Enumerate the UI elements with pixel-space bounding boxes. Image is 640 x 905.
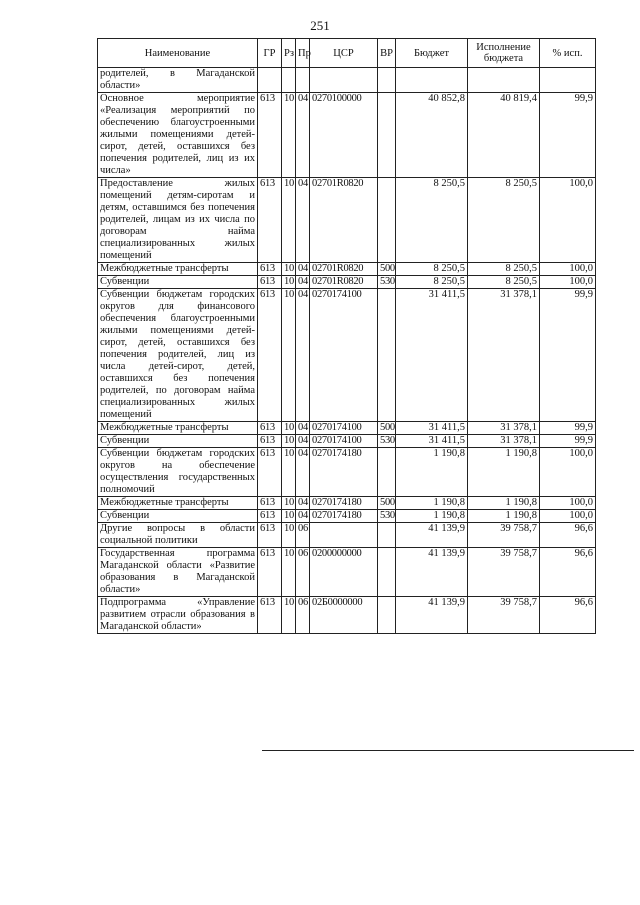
header-vr: ВР (378, 39, 396, 68)
table-row (98, 548, 596, 597)
cell-vr: 500 (378, 422, 396, 435)
cell-csr: 0200000000 (310, 548, 378, 597)
cell-rz: 10 (282, 289, 296, 422)
cell-gr: 613 (258, 178, 282, 263)
cell-budget: 41 139,9 (396, 523, 468, 548)
cell-gr: 613 (258, 548, 282, 597)
cell-gr: 613 (258, 289, 282, 422)
cell-budget: 41 139,9 (396, 548, 468, 597)
cell-pr: 04 (296, 422, 310, 435)
cell-name: Предоставление жилых помещений детям-сиротам и детям, оставшимся без попечения родителей, лицам из их числа по договорам найма специализированных жилых помещений (98, 178, 258, 263)
cell-pct: 96,6 (540, 597, 596, 634)
cell-gr: 613 (258, 497, 282, 510)
cell-name: Межбюджетные трансферты (98, 497, 258, 510)
cell-pr: 04 (296, 276, 310, 289)
cell-budget: 40 852,8 (396, 93, 468, 178)
cell-gr (258, 68, 282, 93)
cell-pct: 96,6 (540, 523, 596, 548)
cell-rz: 10 (282, 263, 296, 276)
table-row (98, 276, 596, 289)
cell-execution (468, 68, 540, 93)
cell-gr: 613 (258, 523, 282, 548)
cell-pct: 99,9 (540, 435, 596, 448)
cell-pr: 06 (296, 523, 310, 548)
cell-csr: 02Б0000000 (310, 597, 378, 634)
cell-rz: 10 (282, 93, 296, 178)
cell-pct: 99,9 (540, 93, 596, 178)
cell-csr: 0270174100 (310, 435, 378, 448)
cell-vr (378, 523, 396, 548)
cell-execution: 39 758,7 (468, 597, 540, 634)
table-row (98, 289, 596, 422)
cell-rz: 10 (282, 448, 296, 497)
cell-pr: 06 (296, 597, 310, 634)
cell-csr (310, 523, 378, 548)
budget-table (97, 38, 596, 634)
bottom-rule (262, 750, 634, 751)
cell-name: Субвенции бюджетам городских округов на обеспечение осуществления государственных полномочий (98, 448, 258, 497)
cell-pr (296, 68, 310, 93)
cell-pct: 99,9 (540, 289, 596, 422)
cell-pr: 04 (296, 497, 310, 510)
cell-rz: 10 (282, 523, 296, 548)
cell-pr: 04 (296, 448, 310, 497)
cell-vr: 530 (378, 510, 396, 523)
cell-budget: 1 190,8 (396, 510, 468, 523)
cell-execution: 31 378,1 (468, 422, 540, 435)
cell-pr: 04 (296, 435, 310, 448)
cell-csr: 0270174100 (310, 289, 378, 422)
cell-vr: 530 (378, 276, 396, 289)
cell-rz: 10 (282, 548, 296, 597)
cell-pct (540, 68, 596, 93)
cell-budget: 31 411,5 (396, 435, 468, 448)
cell-execution: 40 819,4 (468, 93, 540, 178)
cell-csr: 0270174180 (310, 497, 378, 510)
cell-execution: 39 758,7 (468, 523, 540, 548)
cell-csr: 0270174100 (310, 422, 378, 435)
cell-execution: 39 758,7 (468, 548, 540, 597)
cell-budget: 31 411,5 (396, 422, 468, 435)
table-row (98, 422, 596, 435)
cell-name: Основное мероприятие «Реализация мероприятий по обеспечению благоустроенными жилыми помещениями детей-сирот, детей, оставшихся без попечения родителей, лиц из их числа» (98, 93, 258, 178)
cell-pct: 100,0 (540, 263, 596, 276)
table-row (98, 523, 596, 548)
cell-csr: 02701R0820 (310, 263, 378, 276)
cell-vr (378, 178, 396, 263)
header-csr: ЦСР (310, 39, 378, 68)
cell-execution: 1 190,8 (468, 497, 540, 510)
cell-budget: 1 190,8 (396, 448, 468, 497)
header-pct: % исп. (540, 39, 596, 68)
cell-csr: 0270174180 (310, 448, 378, 497)
table-row (98, 93, 596, 178)
table-row (98, 263, 596, 276)
cell-name: Субвенции бюджетам городских округов для финансового обеспечения благоустроенными жилыми помещениями детей-сирот, детей, оставшихся без попечения родителей, лиц из числа детей-сирот, детей, оставшихся без попечения родителей, по договорам найма специализированных жилых помещений (98, 289, 258, 422)
table-row (98, 497, 596, 510)
table-row (98, 448, 596, 497)
cell-budget: 1 190,8 (396, 497, 468, 510)
table-row (98, 597, 596, 634)
cell-name: Государственная программа Магаданской области «Развитие образования в Магаданской области» (98, 548, 258, 597)
cell-pct: 96,6 (540, 548, 596, 597)
cell-csr: 0270174180 (310, 510, 378, 523)
header-gr: ГР (258, 39, 282, 68)
cell-name: Межбюджетные трансферты (98, 422, 258, 435)
cell-pr: 04 (296, 93, 310, 178)
cell-pr: 04 (296, 178, 310, 263)
cell-pr: 06 (296, 548, 310, 597)
header-rz: Рз (282, 39, 296, 68)
table-row (98, 178, 596, 263)
table-row (98, 68, 596, 93)
cell-vr (378, 289, 396, 422)
table-row (98, 435, 596, 448)
cell-vr (378, 68, 396, 93)
cell-execution: 31 378,1 (468, 435, 540, 448)
cell-gr: 613 (258, 448, 282, 497)
cell-gr: 613 (258, 276, 282, 289)
cell-rz: 10 (282, 497, 296, 510)
cell-execution: 31 378,1 (468, 289, 540, 422)
cell-rz: 10 (282, 276, 296, 289)
cell-pct: 100,0 (540, 276, 596, 289)
cell-vr (378, 93, 396, 178)
cell-rz: 10 (282, 510, 296, 523)
cell-pct: 100,0 (540, 448, 596, 497)
cell-execution: 1 190,8 (468, 448, 540, 497)
cell-gr: 613 (258, 510, 282, 523)
cell-csr: 02701R0820 (310, 178, 378, 263)
page-number: 251 (310, 18, 330, 33)
cell-vr: 500 (378, 263, 396, 276)
cell-pct: 100,0 (540, 497, 596, 510)
header-pr: Пр (296, 39, 310, 68)
cell-name: Субвенции (98, 276, 258, 289)
cell-name: Субвенции (98, 435, 258, 448)
cell-pr: 04 (296, 289, 310, 422)
cell-gr: 613 (258, 93, 282, 178)
cell-pr: 04 (296, 263, 310, 276)
cell-name: Межбюджетные трансферты (98, 263, 258, 276)
header-budget: Бюджет (396, 39, 468, 68)
cell-pct: 100,0 (540, 510, 596, 523)
cell-rz: 10 (282, 435, 296, 448)
cell-budget: 8 250,5 (396, 263, 468, 276)
cell-rz: 10 (282, 422, 296, 435)
table-row (98, 510, 596, 523)
cell-budget: 41 139,9 (396, 597, 468, 634)
cell-gr: 613 (258, 435, 282, 448)
cell-budget: 8 250,5 (396, 178, 468, 263)
cell-pct: 100,0 (540, 178, 596, 263)
cell-gr: 613 (258, 597, 282, 634)
cell-csr: 02701R0820 (310, 276, 378, 289)
header-name: Наименование (98, 39, 258, 68)
cell-csr: 0270100000 (310, 93, 378, 178)
cell-gr: 613 (258, 263, 282, 276)
cell-execution: 1 190,8 (468, 510, 540, 523)
cell-csr (310, 68, 378, 93)
cell-execution: 8 250,5 (468, 178, 540, 263)
cell-execution: 8 250,5 (468, 263, 540, 276)
cell-name: родителей, в Магаданской области» (98, 68, 258, 93)
cell-vr: 530 (378, 435, 396, 448)
table-header-row (98, 39, 596, 68)
cell-gr: 613 (258, 422, 282, 435)
cell-vr (378, 448, 396, 497)
header-execution: Исполнение бюджета (468, 39, 540, 68)
cell-vr (378, 597, 396, 634)
cell-execution: 8 250,5 (468, 276, 540, 289)
cell-vr: 500 (378, 497, 396, 510)
cell-budget: 31 411,5 (396, 289, 468, 422)
cell-name: Подпрограмма «Управление развитием отрасли образования в Магаданской области» (98, 597, 258, 634)
cell-budget (396, 68, 468, 93)
cell-name: Другие вопросы в области социальной политики (98, 523, 258, 548)
cell-name: Субвенции (98, 510, 258, 523)
cell-rz (282, 68, 296, 93)
cell-rz: 10 (282, 178, 296, 263)
cell-pct: 99,9 (540, 422, 596, 435)
cell-vr (378, 548, 396, 597)
cell-rz: 10 (282, 597, 296, 634)
cell-budget: 8 250,5 (396, 276, 468, 289)
cell-pr: 04 (296, 510, 310, 523)
